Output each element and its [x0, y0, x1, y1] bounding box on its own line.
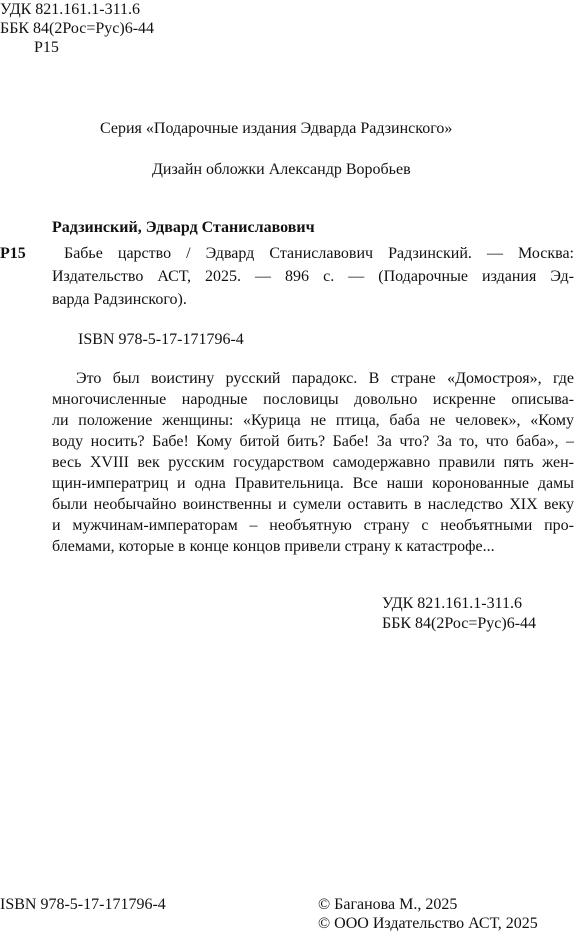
record-author-mark: Р15 [0, 245, 26, 262]
annotation-line: щин-императриц и одна Правительница. Все наши коронованные дамы [52, 475, 574, 492]
isbn-line: ISBN 978-5-17-171796-4 [78, 331, 244, 348]
footer-isbn: ISBN 978-5-17-171796-4 [0, 896, 166, 913]
annotation-line: блемами, которые в конце концов привели страну к катастрофе... [52, 538, 495, 555]
annotation-line: Это был воистину русский парадокс. В стране «Домостроя», где [76, 370, 574, 387]
record-line-1: Бабье царство / Эдвард Станиславович Радзинский. — Москва: [64, 245, 574, 262]
annotation-line: ли положение женщины: «Курица не птица, баба не человек», «Кому [52, 412, 574, 429]
annotation-line: весь XVIII век русским государством самодержавно правили пять жен- [52, 454, 574, 471]
copyright-author: © Баганова М., 2025 [318, 896, 458, 913]
udk-code-bottom: УДК 821.161.1-311.6 [382, 595, 523, 612]
bbk-code-top: ББК 84(2Рос=Рус)6-44 [0, 20, 155, 37]
series-note: Серия «Подарочные издания Эдварда Радзинского» [100, 120, 453, 137]
author-heading: Радзинский, Эдвард Станиславович [52, 219, 315, 236]
record-line-2: Издательство АСТ, 2025. — 896 с. — (Подарочные издания Эд- [52, 268, 574, 285]
bbk-code-bottom: ББК 84(2Рос=Рус)6-44 [382, 615, 537, 632]
annotation-line: и мужчинам-императорам – необъятную страну с необъятными про- [52, 517, 574, 534]
record-line-3: варда Радзинского). [52, 291, 187, 308]
cover-design-credit: Дизайн обложки Александр Воробьев [152, 161, 411, 178]
annotation-line: были необычайно воинственны и сумели оставить в наследство XIX веку [52, 496, 574, 513]
copyright-publisher: © ООО Издательство АСТ, 2025 [318, 915, 538, 932]
annotation-line: воду носить? Бабе! Кому битой бить? Бабе! За что? За то, что баба», – [52, 433, 574, 450]
udk-code-top: УДК 821.161.1-311.6 [0, 1, 141, 18]
author-mark-top: Р15 [34, 39, 59, 56]
annotation-line: многочисленные народные пословицы довольно искренне описыва- [52, 391, 574, 408]
